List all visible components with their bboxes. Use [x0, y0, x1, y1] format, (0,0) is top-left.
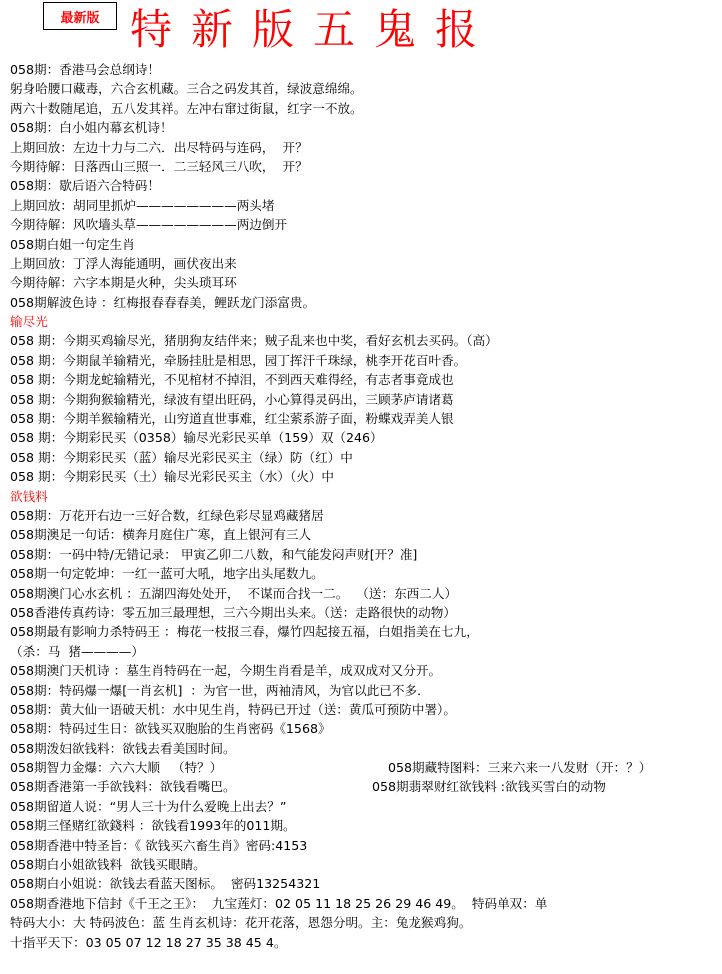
text-line: 上期回放：左边十力与二六．出尽特码与连码， 开？ [10, 139, 308, 155]
right-column-text: 058期藏特图料：三来六来一八发财（开：？） [388, 760, 652, 776]
text-line: 今期待解：日落西山三照一．二三轻风三八吹， 开？ [10, 158, 308, 174]
text-line: 058期澳门心水玄机 ：五湖四海处处开， 不谋而合找一二。 （送：东西二人） [10, 585, 458, 601]
text-line: 两六十数随尾追，五八发其祥。左冲右窜过街鼠，红字一不放。 [10, 100, 363, 116]
version-badge: 最新版 [43, 2, 117, 30]
text-line: 058期白小姐说：欲钱去看蓝天图标。 密码13254321 [10, 876, 321, 892]
text-line: 058期白姐一句定生肖 [10, 236, 135, 252]
right-column-text: 058期翡翠财红欲钱料 :欲钱买雪白的动物 [372, 779, 606, 795]
text-line: 058香港传真药诗：零五加三最理想，三六今期出头来。（送：走路很快的动物） [10, 604, 456, 620]
text-line: 特码大小：大 特码波色：蓝 生肖玄机诗：花开花落，恩怨分明。主：兔龙猴鸡狗。 [10, 915, 472, 931]
text-line: 058期：一码中特/无错记录： 甲寅乙卯二八数，和气能发闷声财[开？准] [10, 546, 418, 562]
text-line: 058期最有影响力杀特码王 ：梅花一枝报三春，爆竹四起接五福，白姐指美在七九， [10, 624, 479, 640]
text-line: 058 期：今期鼠羊输精光，牵肠挂肚是相思，园丁挥汗千珠绿，桃李开花百叶香。 [10, 352, 467, 368]
text-line: 058 期：今期彩民买（0358）输尽光彩民买单（159）双（246） [10, 430, 383, 446]
text-line: 躬身哈腰口藏毒，六合玄机藏。三合之码发其首，绿波意绵绵。 [10, 81, 363, 97]
text-line: 058期澳足一句话：横奔月庭住广寒，直上银河有三人 [10, 527, 312, 543]
text-line: 058期白小姐欲钱料 欲钱买眼睛。 [10, 857, 206, 873]
text-line: （杀：马 猪————） [10, 643, 144, 659]
text-line: 058期解波色诗 ：红梅报春春春美，鲤跃龙门添富贵。 [10, 294, 316, 310]
text-line: 058期：黄大仙一语破天机：水中见生肖，特码已开过（送：黄瓜可预防中署）。 [10, 701, 456, 717]
text-line: 058期：香港马会总纲诗！ [10, 62, 160, 77]
section-heading-yu-qian-liao: 欲钱料 [10, 488, 48, 504]
two-column-row [10, 777, 716, 796]
text-line: 上期回放：丁浮人海能通明，画伏夜出来 [10, 255, 237, 271]
text-line: 上期回放：胡同里抓炉————————两头堵 [10, 197, 275, 213]
text-line: 058 期：今期彩民买（土）输尽光彩民买主（水）（火）中 [10, 469, 334, 485]
text-line: 058期：特码爆一爆[一肖玄机] ：为官一世，两袖清风，为官以此已不多． [10, 682, 430, 698]
text-line: 今期待解：六字本期是火种，尖头琐耳环 [10, 275, 237, 291]
text-line: 058 期：今期龙蛇输精光，不见棺材不掉泪，不到西天难得经，有志者事竟成也 [10, 372, 454, 388]
text-line: 058期：万花开右边一三好合数，红绿色彩尽显鸡藏猪居 [10, 507, 324, 523]
text-line: 058期香港地下信封《千王之王》： 九宝莲灯：02 05 11 18 25 26 29 46 49。 特码单双：单 [10, 895, 548, 911]
section-heading-shu-jin-guang: 输尽光 [10, 314, 48, 330]
text-line: 十指平天下：03 05 07 12 18 27 35 38 45 4。 [10, 934, 287, 950]
text-line: 058期香港中特圣旨：《 欲钱买六畜生肖》密码:4153 [10, 837, 308, 853]
text-line: 058期三怪赌红欲錢料 ：欲钱看1993年的011期。 [10, 818, 296, 834]
text-line: 058期：白小姐内幕玄机诗！ [10, 120, 173, 136]
text-line: 058期一句定乾坤：一红一蓝可大吼，地字出头尾数九。 [10, 566, 324, 582]
two-column-row [10, 758, 716, 777]
left-column-text: 058期香港第一手欲钱料：欲钱看嘴巴。 [10, 779, 236, 795]
content-area [10, 60, 716, 952]
text-line: 058期泼妇欲钱料：欲钱去看美国时间。 [10, 740, 236, 756]
text-line: 058期留道人说：“男人三十为什么爱晚上出去？” [10, 798, 287, 814]
text-line: 058期：特码过生日：欲钱买双胞胎的生肖密码《1568》 [10, 721, 331, 737]
text-line: 058 期：今期买鸡输尽光，猪朋狗友结伴来；贼子乱来也中奖，看好玄机去买码。（高） [10, 333, 498, 349]
text-line: 058 期：今期狗猴输精光，绿波有望出旺码，小心算得灵码出，三顾茅庐请诸葛 [10, 391, 454, 407]
left-column-text: 058期智力金爆：六六大顺 （特？） [10, 760, 223, 776]
text-line: 058 期：今期彩民买（蓝）输尽光彩民买主（绿）防（红）中 [10, 449, 353, 465]
text-line: 今期待解：风吹墙头草————————两边倒开 [10, 217, 288, 233]
text-line: 058 期：今期羊猴输精光，山穷道直世事难，红尘萦系游子面，粉蝶戏弄美人银 [10, 411, 454, 427]
text-line: 058期澳门天机诗 ：墓生肖特码在一起，今期生肖看是羊，成双成对又分开。 [10, 663, 442, 679]
text-line: 058期：歇后语六合特码！ [10, 178, 160, 194]
page-title: 特新版五鬼报 [130, 5, 497, 54]
